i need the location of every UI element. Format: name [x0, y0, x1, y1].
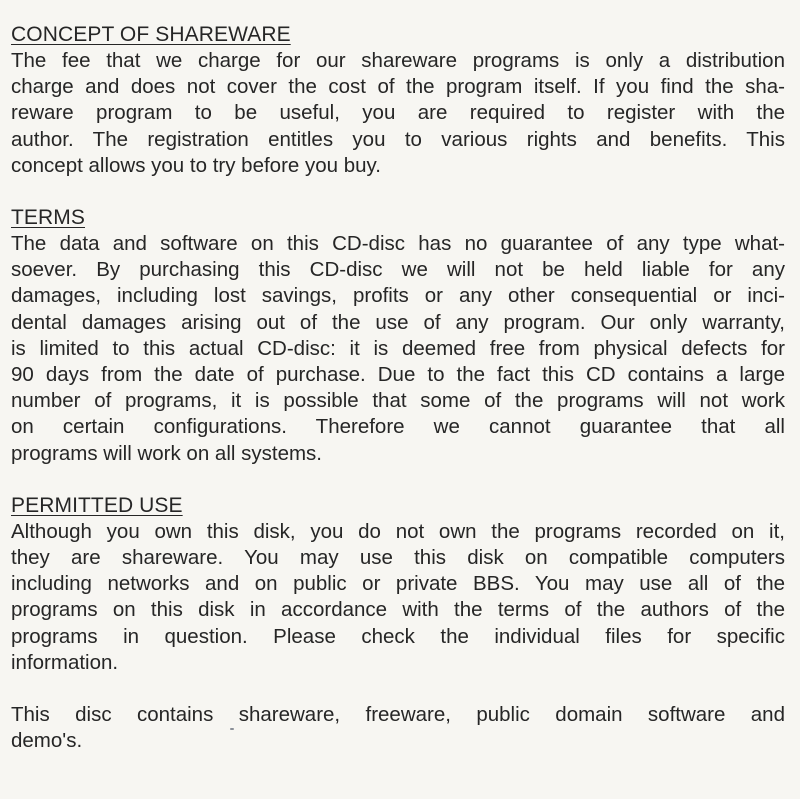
paragraph-line: This disc contains shareware, freeware, public domain software and [11, 703, 785, 727]
paragraph-line: author. The registration entitles you to various rights and benefits. This [11, 127, 785, 151]
document-body [11, 22, 785, 754]
paragraph-line: dental damages arising out of the use of any program. Our only warranty, [11, 310, 785, 334]
section-spacer [11, 467, 785, 493]
paragraph-line: on certain configurations. Therefore we cannot guarantee that all [11, 415, 785, 439]
paragraph-line: reware program to be useful, you are required to register with the [11, 101, 785, 125]
paragraph-line: charge and does not cover the cost of the program itself. If you find the sha- [11, 75, 785, 99]
section-concept-of-shareware [11, 22, 785, 179]
paragraph-line: soever. By purchasing this CD-disc we will not be held liable for any [11, 258, 785, 282]
section-terms [11, 205, 785, 467]
paragraph-line: The data and software on this CD-disc has no guarantee of any type what- [11, 232, 785, 256]
paragraph-line: Although you own this disk, you do not own the programs recorded on it, [11, 519, 785, 543]
paragraph-line: The fee that we charge for our shareware programs is only a distribution [11, 49, 785, 72]
section-spacer [11, 179, 785, 205]
paragraph-line: including networks and on public or private BBS. You may use all of the [11, 572, 785, 596]
section-disc-contents [11, 702, 785, 754]
scan-speck [230, 728, 234, 730]
section-heading: TERMS [11, 206, 85, 230]
paragraph-line: programs in question. Please check the individual files for specific [11, 624, 785, 648]
section-heading: PERMITTED USE [11, 493, 183, 517]
paragraph-line: programs will work on all systems. [11, 441, 322, 465]
section-heading: CONCEPT OF SHAREWARE [11, 23, 291, 46]
paragraph-line: number of programs, it is possible that some of the programs will not work [11, 389, 785, 413]
section-permitted-use [11, 493, 785, 676]
paragraph-line: information. [11, 650, 119, 674]
paragraph-line: is limited to this actual CD-disc: it is deemed free from physical defects for [11, 336, 785, 360]
paragraph-line: they are shareware. You may use this disk on compatible computers [11, 546, 785, 570]
paragraph-line: concept allows you to try before you buy. [11, 153, 381, 177]
paragraph-line: demo's. [11, 729, 83, 753]
paragraph-line: 90 days from the date of purchase. Due to the fact this CD contains a large [11, 363, 785, 387]
section-spacer [11, 676, 785, 702]
paragraph-line: programs on this disk in accordance with the terms of the authors of the [11, 598, 785, 622]
paragraph-line: damages, including lost savings, profits or any other consequential or inci- [11, 284, 785, 308]
